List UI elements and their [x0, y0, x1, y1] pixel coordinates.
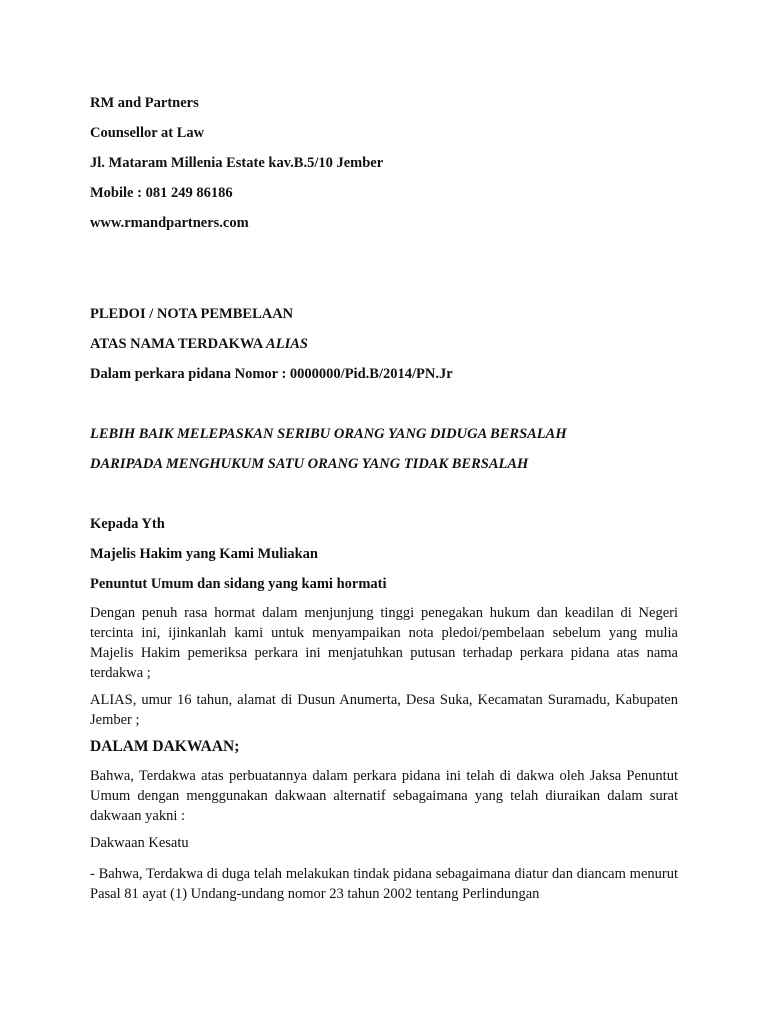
opening-paragraph: Dengan penuh rasa hormat dalam menjunjung tinggi penegakan hukum dan keadilan di Negeri tercinta ini, ijinkanlah kami untuk menyampaikan nota pledoi/pembelaan sebelum yang mulia Majelis Hakim pemeriksa perkara ini menjatuhkan putusan terhadap perkara pidana atas nama terdakwa ;: [90, 605, 678, 681]
defendant-alias: ALIAS: [266, 336, 308, 352]
first-charge-heading: Dakwaan Kesatu: [90, 835, 189, 851]
salutation-line-1: Kepada Yth: [90, 516, 165, 532]
motto-line-1: LEBIH BAIK MELEPASKAN SERIBU ORANG YANG DIDUGA BERSALAH: [90, 426, 567, 442]
defendant-prefix: ATAS NAMA TERDAKWA: [90, 336, 267, 352]
indictment-paragraph: Bahwa, Terdakwa atas perbuatannya dalam perkara pidana ini telah di dakwa oleh Jaksa Penuntut Umum dengan menggunakan dakwaan alternatif sebagaimana yang telah diuraikan dalam surat dakwaan yakni :: [90, 768, 678, 824]
first-charge-paragraph: - Bahwa, Terdakwa di duga telah melakukan tindak pidana sebagaimana diatur dan diancam menurut Pasal 81 ayat (1) Undang-undang nomor 23 tahun 2002 tentang Perlindungan: [90, 866, 678, 902]
document-title: PLEDOI / NOTA PEMBELAAN: [90, 306, 294, 322]
salutation-line-2: Majelis Hakim yang Kami Muliakan: [90, 546, 318, 562]
firm-name: RM and Partners: [90, 95, 199, 111]
firm-address: Jl. Mataram Millenia Estate kav.B.5/10 Jember: [90, 155, 384, 171]
salutation-line-3: Penuntut Umum dan sidang yang kami hormati: [90, 576, 387, 592]
section-heading-dakwaan: DALAM DAKWAAN;: [90, 738, 240, 755]
case-number: Dalam perkara pidana Nomor : 0000000/Pid.B/2014/PN.Jr: [90, 366, 453, 382]
firm-website: www.rmandpartners.com: [90, 215, 249, 231]
firm-mobile: Mobile : 081 249 86186: [90, 185, 233, 201]
defendant-line: [90, 335, 308, 353]
motto-line-2: DARIPADA MENGHUKUM SATU ORANG YANG TIDAK BERSALAH: [90, 456, 529, 472]
defendant-identity-paragraph: ALIAS, umur 16 tahun, alamat di Dusun Anumerta, Desa Suka, Kecamatan Suramadu, Kabupaten Jember ;: [90, 692, 678, 728]
firm-title: Counsellor at Law: [90, 125, 205, 141]
